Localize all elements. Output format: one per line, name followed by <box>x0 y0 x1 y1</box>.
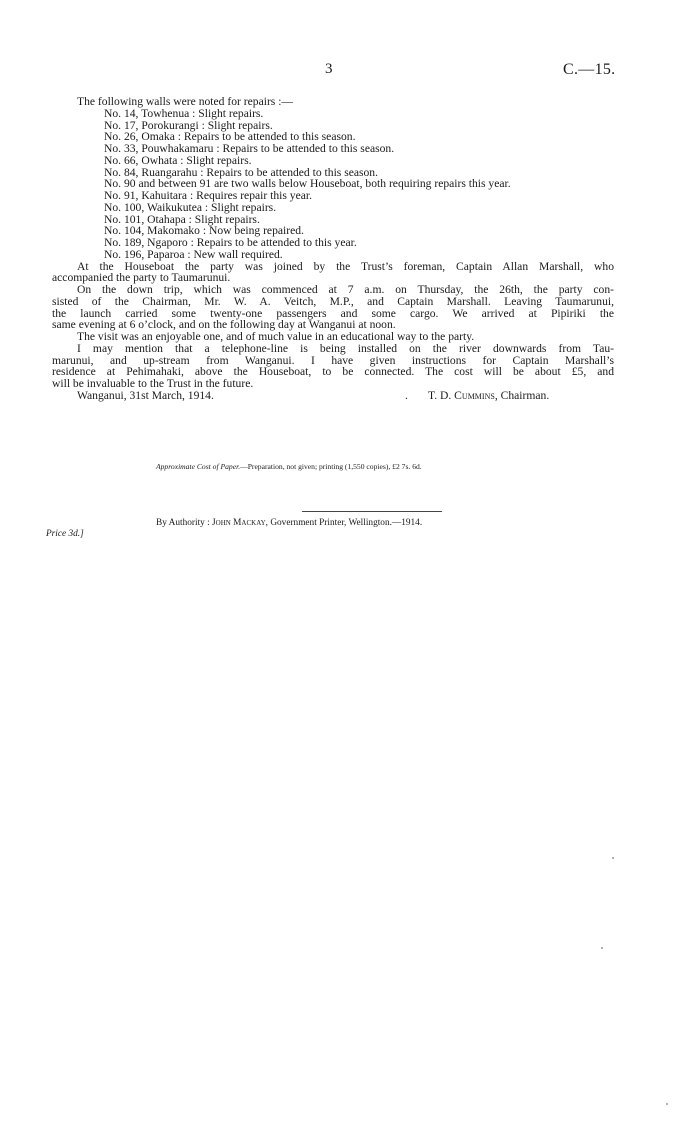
list-item: No. 33, Pouwhakamaru : Repairs to be attended to this season. <box>104 142 395 155</box>
paper-speck <box>601 947 603 949</box>
paragraph-telephone <box>52 343 614 390</box>
signatory-title: , Chairman. <box>494 388 550 402</box>
paragraph-line: sisted of the Chairman, Mr. W. A. Veitch, M.P., and Captain Marshall. Leaving Taumarunui, <box>52 294 614 308</box>
price-note: Price 3d.] <box>46 529 84 539</box>
paragraph-line: On the down trip, which was commenced at 7 a.m. on Thursday, the 26th, the party con- <box>77 283 614 296</box>
list-item: No. 101, Otahapa : Slight repairs. <box>104 212 260 226</box>
paper-speck <box>612 857 614 859</box>
list-item: No. 84, Ruangarahu : Repairs to be attended to this season. <box>104 165 379 179</box>
paragraph-line: The visit was an enjoyable one, and of much value in an educational way to the party. <box>77 330 475 343</box>
paragraph-line: I may mention that a telephone-line is being installed on the river downwards from Tau- <box>77 341 614 355</box>
authority-suffix: , Government Printer, Wellington.—1914. <box>265 518 423 528</box>
list-item: No. 66, Owhata : Slight repairs. <box>104 153 252 167</box>
body-text <box>52 96 614 402</box>
paragraph-line: the launch carried some twenty-one passengers and some cargo. We arrived at Pipiriki the <box>52 306 614 320</box>
cost-note-label: Approximate Cost of Paper. <box>156 462 241 471</box>
printer-authority <box>156 518 422 528</box>
list-item: No. 100, Waikukutea : Slight repairs. <box>104 200 277 214</box>
paragraph-line: will be invaluable to the Trust in the future. <box>52 377 254 390</box>
repairs-intro: The following walls were noted for repairs :— <box>77 95 294 108</box>
paragraph-line: marunui, and up-stream from Wanganui. I have given instructions for Captain Marshall’s <box>52 353 614 367</box>
paragraph-line: residence at Pehimahaki, above the Houseboat, to be connected. The cost will be about £5, and <box>52 365 614 379</box>
list-item: No. 104, Makomako : Now being repaired. <box>104 224 304 238</box>
list-item: No. 196, Paparoa : New wall required. <box>104 247 283 261</box>
paragraph-line: At the Houseboat the party was joined by the Trust’s foreman, Captain Allan Marshall, who <box>77 259 614 273</box>
repairs-list <box>52 108 614 261</box>
cost-note-text: —Preparation, not given; printing (1,550 copies), £2 7s. 6d. <box>240 462 422 471</box>
signoff-mark: . <box>405 388 408 402</box>
list-item: No. 17, Porokurangi : Slight repairs. <box>104 118 273 132</box>
authority-prefix: By Authority : <box>156 518 213 528</box>
divider <box>302 511 442 512</box>
paper-speck <box>666 1103 668 1105</box>
page-number: 3 <box>325 61 333 77</box>
list-item: No. 14, Towhenua : Slight repairs. <box>104 106 264 120</box>
paragraph-visit <box>52 331 614 343</box>
list-item: No. 90 and between 91 are two walls below Houseboat, both requiring repairs this year. <box>104 177 511 191</box>
list-item: No. 26, Omaka : Repairs to be attended to this season. <box>104 130 356 144</box>
document-code: C.—15. <box>563 61 616 78</box>
signatory-name: T. D. Cummins <box>428 388 495 402</box>
paragraph-line: accompanied the party to Taumarunui. <box>52 271 231 285</box>
printer-name: John Mackay <box>212 518 266 528</box>
place-date: Wanganui, 31st March, 1914. <box>77 388 214 402</box>
paragraph-houseboat <box>52 261 614 285</box>
signoff <box>52 390 614 402</box>
list-item: No. 189, Ngaporo : Repairs to be attended to this year. <box>104 236 357 249</box>
paragraph-down-trip <box>52 284 614 331</box>
list-item: No. 91, Kahuitara : Requires repair this year. <box>104 189 312 202</box>
cost-note <box>156 462 422 471</box>
signatory <box>428 390 549 402</box>
paragraph-line: same evening at 6 o’clock, and on the following day at Wanganui at noon. <box>52 318 396 332</box>
